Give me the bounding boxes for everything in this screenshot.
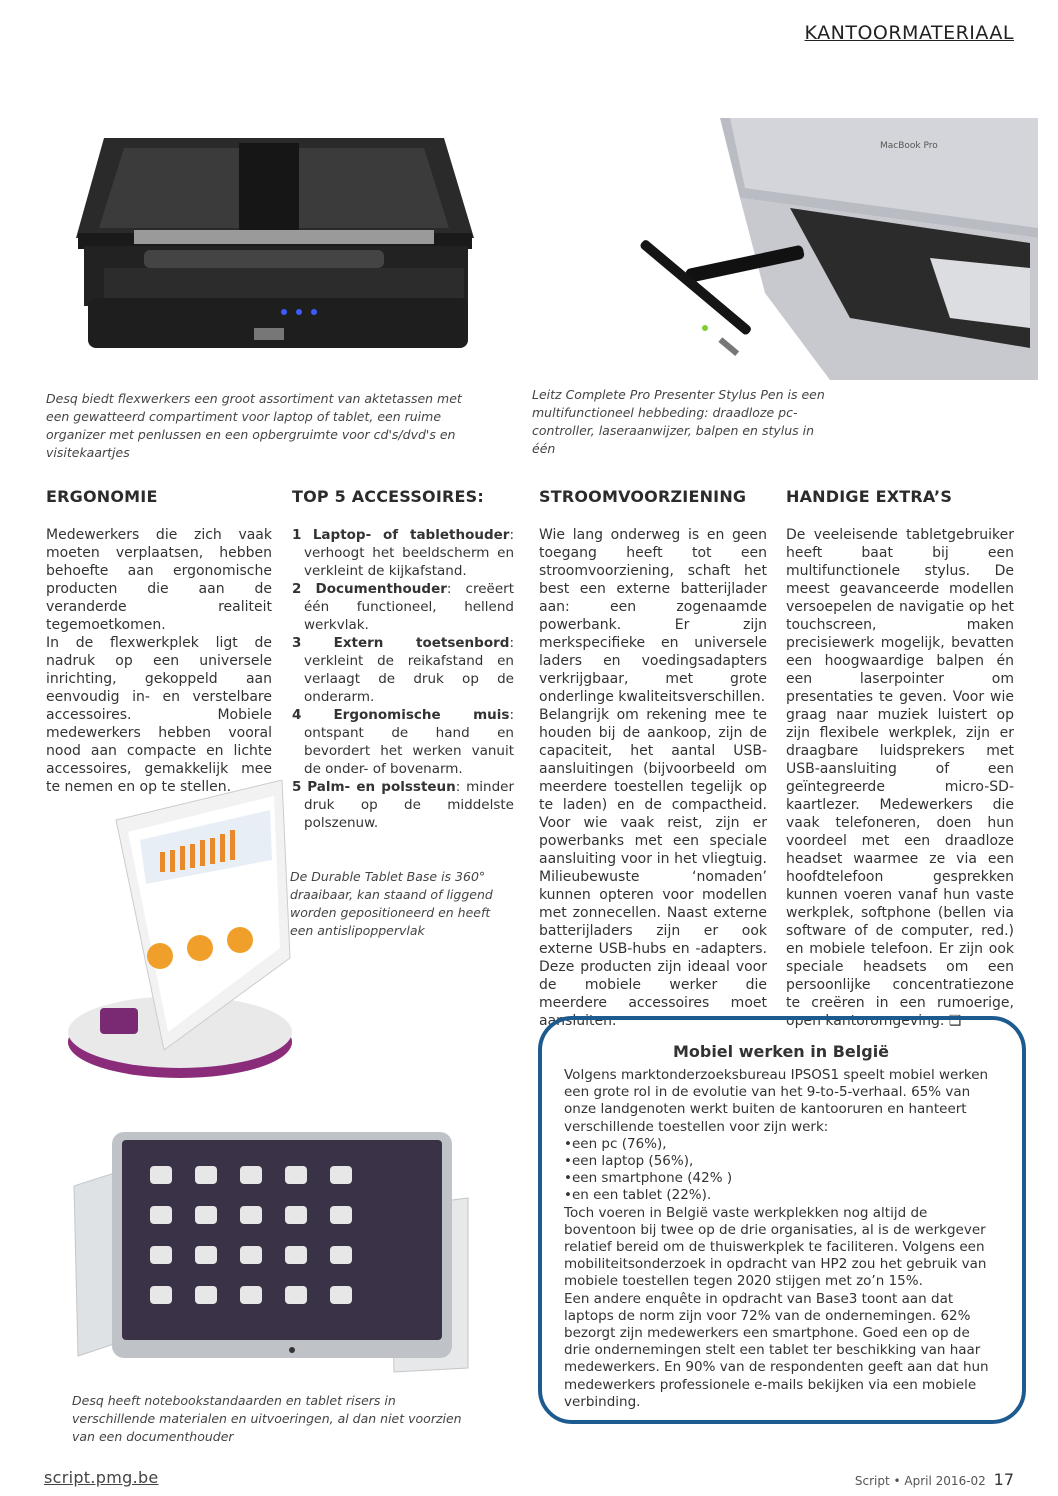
- end-mark: ❑: [948, 1013, 962, 1029]
- extras-paragraph-1: De veeleisende tabletgebruiker heeft baat bij een multifunctionele stylus. De meest geavanceerde modellen versoepelen de navigatie op het touchscreen, maken precisiewerk mogelijk, bevatten een hoogwaardige balpen én een laserpointer om presentaties te geven. Voor wie graag naar muziek luistert op zijn flexibele werkplek, zijn er draagbare luidsprekers met USB-aansluiting of een geïntegreerde micro-SD-kaartlezer. Medewerkers die vaak telefoneren, doen hun voordeel met een draadloze headset waarmee ze via een hoofdtelefoon gesprekken kunnen voeren vanaf hun vaste werkplek, softphone (bellen via software of de computer, red.) en mobiele telefoon. Er zijn ook speciale headsets om een persoonlijke concentratiezone te creëren in een rumoerige, open kantoromgeving. ❑: [786, 527, 1014, 1029]
- stroom-body: [539, 526, 767, 1030]
- box-list-item: • en een tablet (22%).: [564, 1187, 998, 1204]
- site-link[interactable]: script.pmg.be: [44, 1468, 159, 1487]
- tablet-riser-photo: [60, 1128, 472, 1374]
- top5-item: 5 Palm- en polssteun: minder druk op de middelste polszenuw.: [292, 779, 514, 831]
- ergonomie-paragraph-2: In de flexwerkplek ligt de nadruk op een universele inrichting, gekoppeld aan eenvoudig in- en verstelbare accessoires. Mobiele medewerkers hebben vooral nood aan compacte en lichte accessoires, gemakkelijk mee te nemen en op te stellen.: [46, 635, 272, 795]
- briefcase-photo: [64, 118, 484, 380]
- stroom-paragraph-2: Belangrijk om rekening mee te houden bij de aankoop, zijn de capaciteit, het aantal USB-aansluitingen (bijvoorbeeld om meerdere toestellen tegelijk op te laden) en de compactheid. Voor wie vaak reist, zijn er powerbanks met een speciale aansluiting voor in het vliegtuig. Milieubewuste ‘nomaden’ kunnen opteren voor modellen met zonnecellen. Naast externe batterijladers zijn er ook externe USB-hubs en -adapters. Deze producten zijn ideaal voor de mobiele werker die meerdere accessoires moet aansluiten.: [539, 707, 767, 1029]
- tablet-base-photo: [60, 780, 292, 1082]
- laptop-pen-photo: [590, 118, 1038, 380]
- issue-info: [855, 1470, 1014, 1489]
- pen-caption: Leitz Complete Pro Presenter Stylus Pen is een multifunctioneel hebbeding: draadloze pc-controller, laseraanwijzer, balpen en stylus in één: [532, 387, 825, 456]
- box-list-item: • een pc (76%),: [564, 1136, 998, 1153]
- page-number: 17: [993, 1470, 1014, 1489]
- box-body: [564, 1067, 998, 1411]
- ergonomie-paragraph-1: Medewerkers die zich vaak moeten verplaatsen, hebben behoefte aan ergonomische producten die aan de veranderde realiteit tegemoetkomen.: [46, 527, 272, 633]
- extras-heading: HANDIGE EXTRA’S: [786, 487, 953, 506]
- stroom-paragraph-1: Wie lang onderweg is en geen toegang heeft tot een stroomvoorziening, schaft het best een externe batterijlader aan: een zogenaamde powerbank. Er zijn merkspecifieke en universele laders en voedingsadapters verkrijgbaar, met grote onderlinge kwaliteitsverschillen.: [539, 527, 767, 705]
- box-list: [564, 1136, 998, 1205]
- top5-body: [292, 526, 514, 832]
- extras-body: [786, 526, 1014, 1030]
- box-paragraph-3: Een andere enquête in opdracht van Base3 toont aan dat laptops de norm zijn voor 72% van de ondernemingen. 62% bezorgt zijn medewerkers een smartphone. Goed een op de drie ondernemingen stelt een tablet ter beschikking van haar medewerkers. En 90% van de respondenten geeft aan dat hun medewerkers professionele e-mails bekijken via een mobiele verbinding.: [564, 1290, 989, 1410]
- top5-item: 2 Documenthouder: creëert één functioneel, hellend werkvlak.: [292, 581, 514, 633]
- box-intro: Volgens marktonderzoeksbureau IPSOS1 speelt mobiel werken een grote rol in de evolutie van het 9-to-5-verhaal. 65% van onze landgenoten werkt buiten de kantooruren en hanteert verschillende toestellen voor zijn werk:: [564, 1067, 989, 1135]
- top5-item: 3 Extern toetsenbord: verkleint de reikafstand en verlaagt de druk op de onderarm.: [292, 635, 514, 705]
- box-title: Mobiel werken in België: [672, 1042, 890, 1061]
- ergonomie-body: [46, 526, 272, 796]
- section-tag: KANTOORMATERIAAL: [804, 22, 1014, 44]
- risers-caption: Desq heeft notebookstandaarden en tablet risers in verschillende materialen en uitvoeringen, al dan niet voorzien van een documenthouder: [72, 1393, 462, 1444]
- stroom-heading: STROOMVOORZIENING: [539, 487, 747, 506]
- laptop-label: MacBook Pro: [880, 141, 938, 151]
- tablet-base-caption: De Durable Tablet Base is 360° draaibaar, kan staand of liggend worden gepositioneerd en heeft een antislipoppervlak: [290, 869, 493, 938]
- top5-heading: TOP 5 ACCESSOIRES:: [292, 487, 484, 506]
- box-list-item: • een laptop (56%),: [564, 1153, 998, 1170]
- ergonomie-heading: ERGONOMIE: [46, 487, 158, 506]
- box-paragraph-2: Toch voeren in België vaste werkplekken nog altijd de boventoon bij twee op de drie organisaties, al is de werkgever relatief bereid om de thuiswerkplek te faciliteren. Volgens een mobiliteitsonderzoek in opdracht van HP2 zou het gebruik van mobiele toestellen tegen 2020 stijgen met zo’n 15%.: [564, 1204, 987, 1290]
- mobiel-werken-box: [538, 1016, 1026, 1424]
- top5-item: 4 Ergonomische muis: ontspant de hand en bevordert het werken vanuit de onder- of bovenarm.: [292, 707, 515, 777]
- box-list-item: • een smartphone (42% ): [564, 1170, 998, 1187]
- bag-caption: Desq biedt flexwerkers een groot assortiment van aktetassen met een gewatteerd compartiment voor laptop of tablet, een ruime organizer met penlussen en een opbergruimte voor cd's/dvd's en visitekaartjes: [46, 391, 462, 460]
- top5-item: 1 Laptop- of tablethouder: verhoogt het beeldscherm en verkleint de kijkafstand.: [292, 527, 514, 579]
- issue-label: Script • April 2016-02: [854, 1474, 986, 1488]
